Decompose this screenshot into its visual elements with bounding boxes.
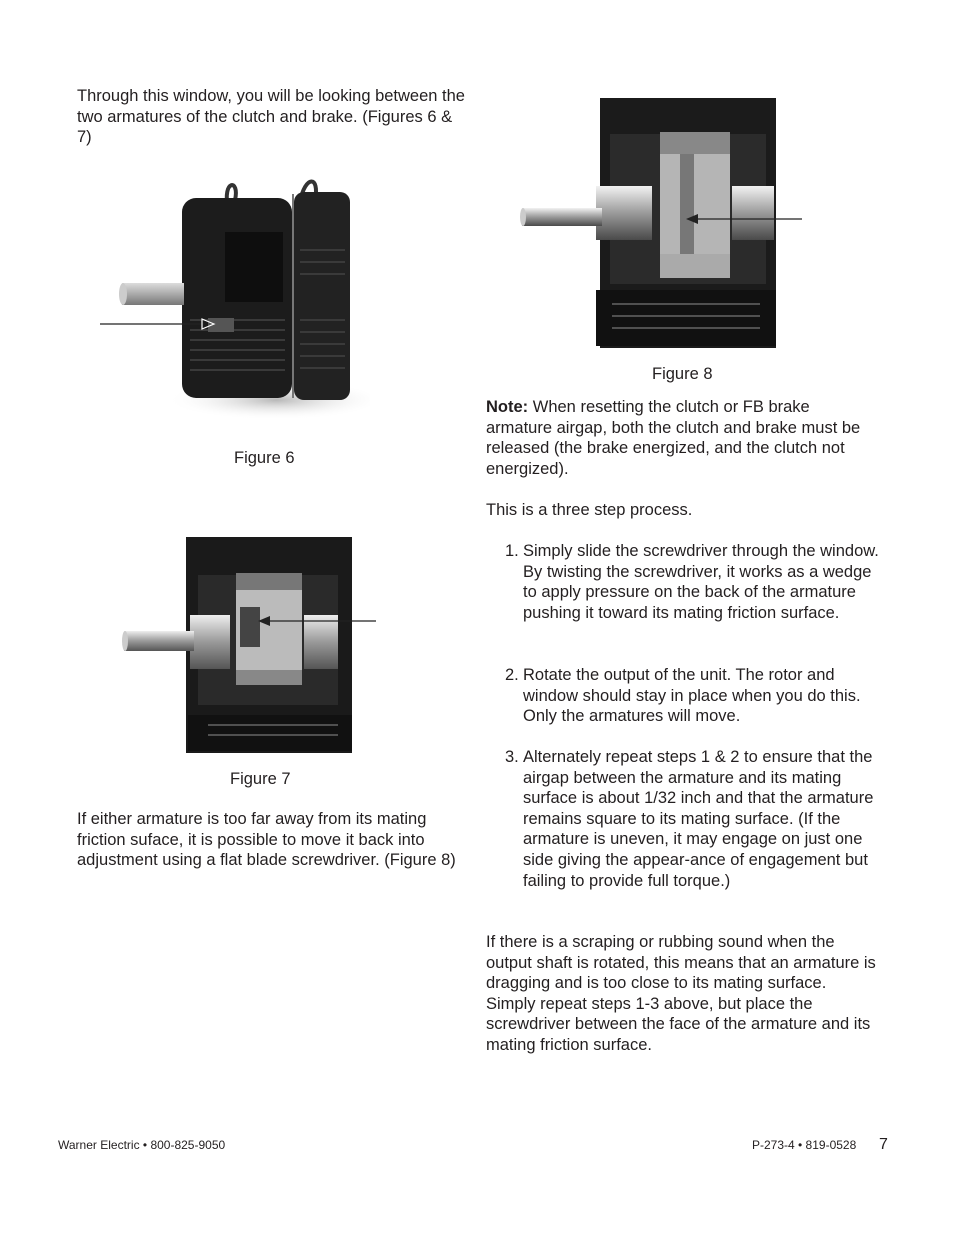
- note-label: Note:: [486, 398, 529, 416]
- page-number: 7: [879, 1136, 888, 1153]
- step-2-number: 2.: [505, 666, 519, 684]
- step-3-text: Alternately repeat steps 1 & 2 to ensure that the airgap between the armature and its mating surface is about 1/32 inch and that the armature remains square to its mating surface. (If the armature is uneven, it may engage on just one side giving the appear-ance of engagement but failing to provide full torque.): [523, 748, 874, 890]
- figure-6-caption: Figure 6: [234, 449, 295, 467]
- footer-right: P-273-4 • 819-0528: [752, 1138, 857, 1152]
- figure-7-caption: Figure 7: [230, 770, 291, 788]
- step-2: [505, 665, 885, 727]
- intro-paragraph: Through this window, you will be looking between the two armatures of the clutch and brake. (Figures 6 & 7): [77, 87, 465, 147]
- step-3-number: 3.: [505, 748, 519, 766]
- closing-paragraph: If there is a scraping or rubbing sound when the output shaft is rotated, this means that an armature is dragging and is too close to its mating surface. Simply repeat steps 1-3 above, but place the screwdriver between the face of the armature and its mating friction surface.: [486, 933, 876, 1054]
- figure-6-image: [100, 170, 370, 430]
- process-intro: This is a three step process.: [486, 501, 693, 519]
- note-text: When resetting the clutch or FB brake armature airgap, both the clutch and brake must be released (the brake energized, and the clutch not energized).: [486, 398, 861, 478]
- figure-8-image: [520, 94, 810, 352]
- step-1: [505, 541, 885, 623]
- step-3: [505, 747, 885, 891]
- figure-8-caption: Figure 8: [652, 365, 713, 383]
- step-2-text: Rotate the output of the unit. The rotor and window should stay in place when you do this. Only the armatures will move.: [523, 666, 861, 726]
- footer-left: Warner Electric • 800-825-9050: [58, 1138, 226, 1152]
- note-paragraph: [486, 397, 878, 479]
- screwdriver-paragraph: If either armature is too far away from its mating friction suface, it is possible to move it back into adjustment using a flat blade screwdriver. (Figure 8): [77, 810, 456, 870]
- figure-7-image: [118, 535, 380, 757]
- step-1-text: Simply slide the screwdriver through the window. By twisting the screwdriver, it works as a wedge to apply pressure on the back of the armature pushing it toward its mating friction surface.: [523, 542, 879, 622]
- step-1-number: 1.: [505, 542, 519, 560]
